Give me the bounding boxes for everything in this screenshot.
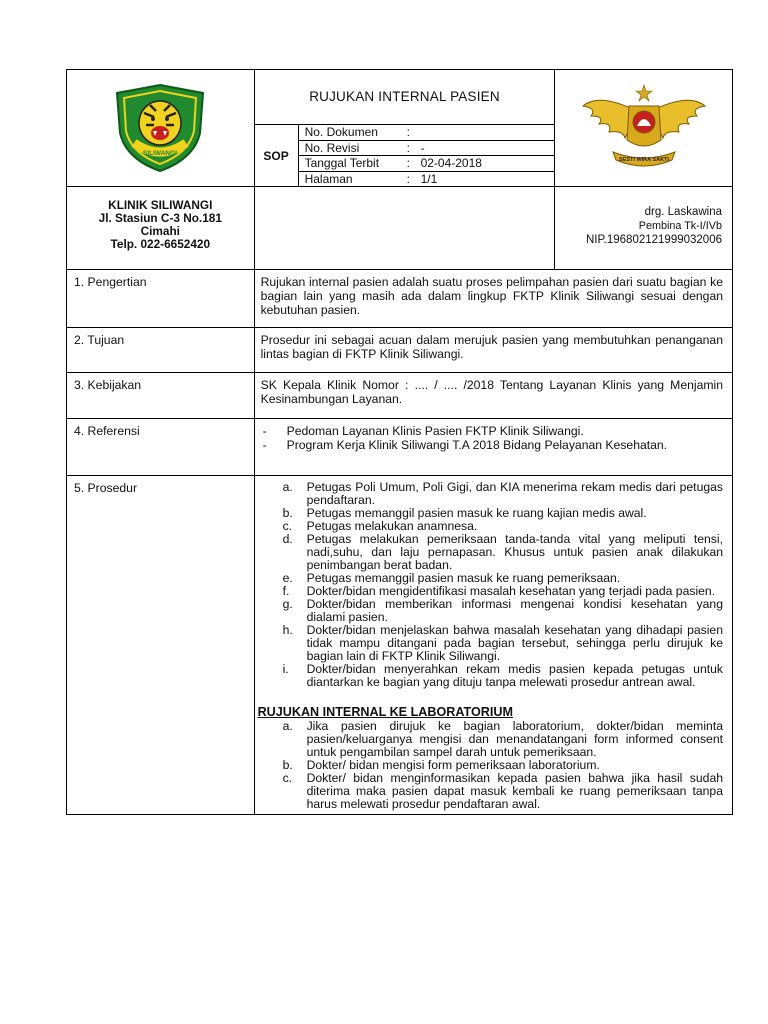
list-item: i. Dokter/bidan menyerahkan rekam medis pasien kepada petugas untuk diantarkan ke bagian yang dituju tanpa melewati prosedur antrean awal. xyxy=(282,662,723,689)
referensi-list xyxy=(261,424,723,452)
list-item: f. Dokter/bidan mengidentifikasi masalah kesehatan yang terjadi pada pasien. xyxy=(282,584,716,598)
meta-value: 1/1 xyxy=(420,171,438,186)
list-item: - Program Kerja Klinik Siliwangi T.A 2018 Bidang Pelayanan Kesehatan. xyxy=(261,438,723,452)
meta-rows xyxy=(299,125,555,186)
meta-value: - xyxy=(420,140,425,155)
section-referensi-list-cell xyxy=(254,419,732,476)
svg-text:SESTI WIRA SAKTI: SESTI WIRA SAKTI xyxy=(618,156,669,163)
list-item: b. Dokter/ bidan mengisi form pemeriksaan laboratorium. xyxy=(282,758,600,772)
meta-key: No. Revisi xyxy=(304,140,360,155)
left-logo-cell xyxy=(67,70,255,187)
meta-key: No. Dokumen xyxy=(304,125,378,140)
list-item: b. Petugas memanggil pasien masuk ke ruang kajian medis awal. xyxy=(282,506,647,520)
lab-steps xyxy=(258,720,723,811)
section-label-pengertian: 1. Pengertian xyxy=(67,270,255,328)
signatory-rank: Pembina Tk-I/IVb xyxy=(638,220,722,232)
meta-key: Halaman xyxy=(304,171,353,186)
siliwangi-shield-logo xyxy=(110,81,210,173)
list-item: a. Petugas Poli Umum, Poli Gigi, dan KIA menerima rekam medis dari petugas pendaftaran. xyxy=(282,480,723,507)
list-item: d. Petugas melakukan pemeriksaan tanda-tanda vital yang meliputi tensi, nadi,suhu, dan laju pernapasan. Khusus untuk pasien anak dilakukan penimbangan berat badan. xyxy=(282,532,723,572)
meta-row-halaman xyxy=(299,172,555,187)
sop-table xyxy=(66,69,733,815)
prosedur-steps xyxy=(258,481,723,689)
clinic-phone: Telp. 022-6652420 xyxy=(110,237,211,251)
empty-cell xyxy=(254,187,555,270)
svg-text:SILIWANGI: SILIWANGI xyxy=(143,149,178,157)
meta-sep: : xyxy=(406,171,410,186)
signatory-cell xyxy=(555,187,733,270)
right-logo-cell xyxy=(555,70,733,187)
section-text-tujuan: Prosedur ini sebagai acuan dalam merujuk pasien yang membutuhkan penanganan lintas bagian di FKTP Klinik Siliwangi. xyxy=(254,328,732,373)
signatory-nip: NIP.196802121999032006 xyxy=(585,234,722,246)
list-item: a. Jika pasien dirujuk ke bagian laboratorium, dokter/bidan meminta pasien/keluarganya mengisi dan menandatangani form informed consent untuk pengambilan sampel darah untuk pemeriksaan. xyxy=(282,719,723,759)
meta-row-dokumen xyxy=(299,125,555,141)
signatory-name: drg. Laskawina xyxy=(644,206,722,218)
clinic-name: KLINIK SILIWANGI xyxy=(108,198,213,212)
document-meta xyxy=(255,124,555,186)
section-label-prosedur: 5. Prosedur xyxy=(67,476,255,815)
list-item: e. Petugas memanggil pasien masuk ke ruang pemeriksaan. xyxy=(282,571,621,585)
meta-sep: : xyxy=(406,156,410,171)
list-item: c. Dokter/ bidan menginformasikan kepada pasien bahwa jika hasil sudah diterima maka pasien dapat masuk kembali ke ruang pemeriksaan tanpa harus melewati prosedur pendaftaran awal. xyxy=(282,771,723,811)
clinic-info-cell xyxy=(67,187,255,270)
section-text-kebijakan: SK Kepala Klinik Nomor : .... / .... /2018 Tentang Layanan Klinis yang Menjamin Kesinambungan Layanan. xyxy=(254,373,732,419)
meta-sep: : xyxy=(406,140,410,155)
meta-value: 02-04-2018 xyxy=(420,156,482,171)
section-label-tujuan: 2. Tujuan xyxy=(67,328,255,373)
meta-sep: : xyxy=(406,125,410,140)
clinic-city: Cimahi xyxy=(140,224,180,238)
header-title-cell xyxy=(254,70,555,187)
lab-referral-heading: RUJUKAN INTERNAL KE LABORATORIUM xyxy=(257,705,513,719)
section-text-pengertian: Rujukan internal pasien adalah suatu proses pelimpahan pasien dari suatu bagian ke bagian lain yang masih ada dalam lingkup FKTP Klinik Siliwangi sesuai dengan kebutuhan pasien. xyxy=(254,270,732,328)
section-label-referensi: 4. Referensi xyxy=(67,419,255,476)
meta-row-revisi xyxy=(299,141,555,157)
sop-document xyxy=(66,69,733,815)
list-item: - Pedoman Layanan Klinis Pasien FKTP Klinik Siliwangi. xyxy=(261,424,723,438)
section-label-kebijakan: 3. Kebijakan xyxy=(67,373,255,419)
list-item: h. Dokter/bidan menjelaskan bahwa masalah kesehatan yang dihadapi pasien tidak mampu ditangani pada bagian tersebut, sehingga perlu dirujuk ke bagian lain di FKTP Klinik Siliwangi. xyxy=(282,623,723,663)
sop-label: SOP xyxy=(255,125,299,186)
meta-row-tanggal xyxy=(299,156,555,172)
section-prosedur-cell xyxy=(254,476,732,815)
list-item: g. Dokter/bidan memberikan informasi mengenai kondisi kesehatan yang dialami pasien. xyxy=(282,597,723,624)
clinic-address: Jl. Stasiun C-3 No.181 xyxy=(98,211,222,225)
meta-key: Tanggal Terbit xyxy=(304,156,380,171)
list-item: c. Petugas melakukan anamnesa. xyxy=(282,519,478,533)
document-title: RUJUKAN INTERNAL PASIEN xyxy=(309,89,500,104)
kodam-eagle-emblem xyxy=(579,82,709,172)
